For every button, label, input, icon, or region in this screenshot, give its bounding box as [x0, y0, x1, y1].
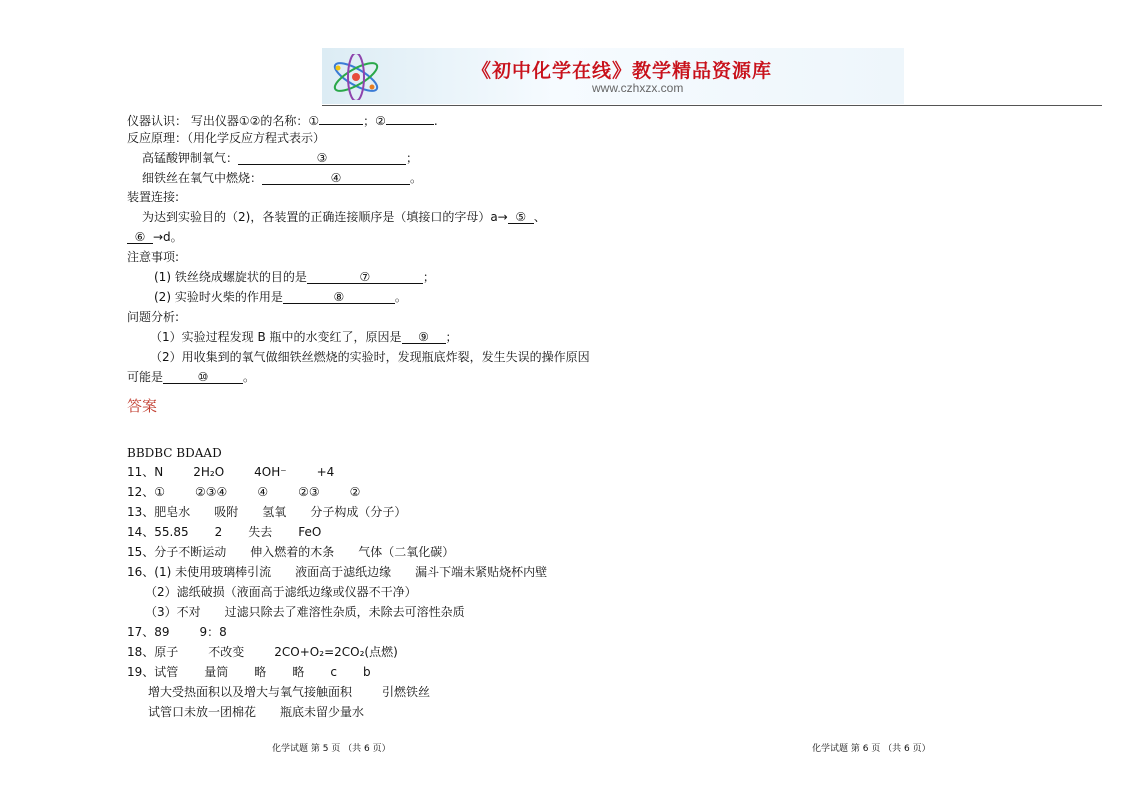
answer-choice-line: BBDBC BDAAD [127, 446, 222, 460]
answer-15: 15、分子不断运动 伸入燃着的木条 气体（二氧化碳） [127, 545, 455, 559]
footer-page-5: 化学试题 第 5 页 （共 6 页） [272, 744, 391, 754]
answer-14: 14、55.85 2 失去 FeO [127, 525, 322, 539]
answer-13: 13、肥皂水 吸附 氢氧 分子构成（分子） [127, 505, 407, 519]
answer-12: 12、① ②③④ ④ ②③ ② [127, 485, 361, 499]
banner-title: 《初中化学在线》教学精品资源库 [472, 60, 773, 82]
answers-heading: 答案 [127, 397, 158, 415]
answer-11: 11、N 2H₂O 4OH⁻ +4 [127, 465, 335, 479]
q-line-iron-burn: 细铁丝在氧气中燃烧： ④ 。 [142, 171, 423, 185]
atom-logo-icon [328, 54, 384, 100]
answer-19: 19、试管 量筒 略 略 c b [127, 665, 371, 679]
answer-18: 18、原子 不改变 2CO+O₂=2CO₂(点燃) [127, 645, 398, 659]
q-line-kmno4: 高锰酸钾制氧气： ③ ； [142, 151, 419, 165]
q-line-connection: 装置连接: [127, 190, 180, 204]
q-line-red-water: （1）实验过程发现 B 瓶中的水变红了，原因是 ⑨ ； [150, 330, 458, 344]
header-rule [322, 105, 1102, 106]
q-line-instruments: 仪器认识： 写出仪器①②的名称：① ；② . [127, 110, 438, 129]
q-line-bottle-crack: （2）用收集到的氧气做细铁丝燃烧的实验时，发现瓶底炸裂，发生失误的操作原因 [150, 350, 590, 364]
answer-19-3: 试管口未放一团棉花 瓶底未留少量水 [148, 705, 365, 719]
answer-19-2: 增大受热面积以及增大与氧气接触面积 引燃铁丝 [148, 685, 431, 699]
answer-16-2: （2）滤纸破损（液面高于滤纸边缘或仪器不干净） [145, 585, 417, 599]
answer-16: 16、(1) 未使用玻璃棒引流 液面高于滤纸边缘 漏斗下端未紧贴烧杯内壁 [127, 565, 548, 579]
answer-16-3: （3）不对 过滤只除去了难溶性杂质，未除去可溶性杂质 [145, 605, 465, 619]
q-line-analysis: 问题分析: [127, 310, 180, 324]
q-line-principle: 反应原理：（用化学反应方程式表示） [127, 131, 326, 145]
q-line-order: 为达到实验目的（2)，各装置的正确连接顺序是（填接口的字母）a→ ⑤ 、 [142, 210, 546, 224]
header-banner [322, 48, 904, 104]
q-line-spiral: (1) 铁丝绕成螺旋状的目的是 ⑦ ； [154, 270, 435, 284]
q-line-notes: 注意事项: [127, 250, 180, 264]
q-line-reason: 可能是 ⑩ 。 [127, 370, 256, 384]
footer-page-6: 化学试题 第 6 页 （共 6 页） [812, 744, 931, 754]
banner-url: www.czhxzx.com [592, 81, 684, 95]
answer-17: 17、89 9：8 [127, 625, 227, 639]
q-line-match: (2) 实验时火柴的作用是 ⑧ 。 [154, 290, 407, 304]
q-line-order-cont: ⑥ →d。 [127, 229, 183, 245]
